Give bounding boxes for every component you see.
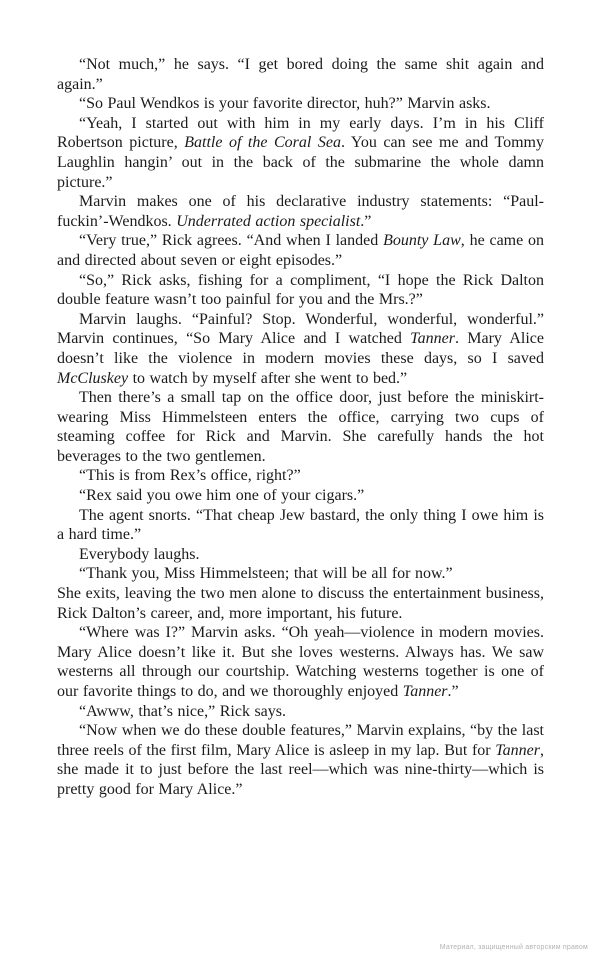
paragraph: Then there’s a small tap on the office door, just before the miniskirt-wearing Miss Himmelsteen enters the office, carrying two cups of steaming coffee for Rick and Marvin. She carefully hands the hot beverages to the two gentlemen. <box>57 389 544 465</box>
paragraph: “Yeah, I started out with him in my early days. I’m in his Cliff Robertson picture, Battle of the Coral Sea. You can see me and Tommy Laughlin hangin’ out in the back of the submarine the whole damn picture.” <box>57 114 544 191</box>
paragraph: “So,” Rick asks, fishing for a compliment, “I hope the Rick Dalton double feature wasn’t too painful for you and the Mrs.?” <box>57 271 544 309</box>
paragraph: “This is from Rex’s office, right?” <box>79 467 301 485</box>
paragraph: “Rex said you owe him one of your cigars.” <box>79 487 365 505</box>
paragraph: “Not much,” he says. “I get bored doing the same shit again and again.” <box>57 56 544 93</box>
book-title-italic: Tanner <box>402 683 448 700</box>
paragraph: “Thank you, Miss Himmelsteen; that will be all for now.” <box>79 565 453 583</box>
copyright-watermark: Материал, защищенный авторским правом <box>439 944 588 951</box>
paragraph: “Very true,” Rick agrees. “And when I landed Bounty Law, he came on and directed about seven or eight episodes.” <box>57 232 545 269</box>
paragraph: “Now when we do these double features,” Marvin explains, “by the last three reels of the first film, Mary Alice is asleep in my lap. But for Tanner, she made it to just before the last reel—which was nine-thirty—which is pretty good for Mary Alice.” <box>57 722 544 798</box>
paragraph: Marvin laughs. “Painful? Stop. Wonderful, wonderful, wonderful.” Marvin continues, “So Mary Alice and I watched Tanner. Mary Alice doesn’t like the violence in modern movies these days, so I saved McCluskey to watch by myself after she went to bed.” <box>57 310 545 387</box>
paragraph: She exits, leaving the two men alone to discuss the entertainment business, Rick Dalton’s career, and, more important, his future. <box>57 585 544 622</box>
book-page-text <box>57 55 544 800</box>
paragraph: “Awww, that’s nice,” Rick says. <box>79 702 286 720</box>
paragraph: “Where was I?” Marvin asks. “Oh yeah—violence in modern movies. Mary Alice doesn’t like it. But she loves westerns. Always has. We saw westerns all through our courtship. Watching westerns together is one of our favorite things to do, and we thoroughly enjoyed Tanner.” <box>57 624 544 700</box>
book-title-italic: Tanner <box>410 330 455 348</box>
book-title-italic: Tanner <box>495 741 540 759</box>
paragraph: Everybody laughs. <box>79 545 200 563</box>
paragraph: The agent snorts. “That cheap Jew bastard, the only thing I owe him is a hard time.” <box>57 506 544 544</box>
paragraph: “So Paul Wendkos is your favorite director, huh?” Marvin asks. <box>79 95 491 113</box>
book-title-italic: McCluskey <box>57 369 129 387</box>
book-title-italic: Battle of the Coral Sea <box>184 134 341 152</box>
book-title-italic: Underrated action specialist <box>176 212 361 230</box>
paragraph: Marvin makes one of his declarative industry statements: “Paul-fuckin’-Wendkos. Underrated action specialist.” <box>57 193 544 230</box>
book-title-italic: Bounty Law <box>383 232 461 250</box>
